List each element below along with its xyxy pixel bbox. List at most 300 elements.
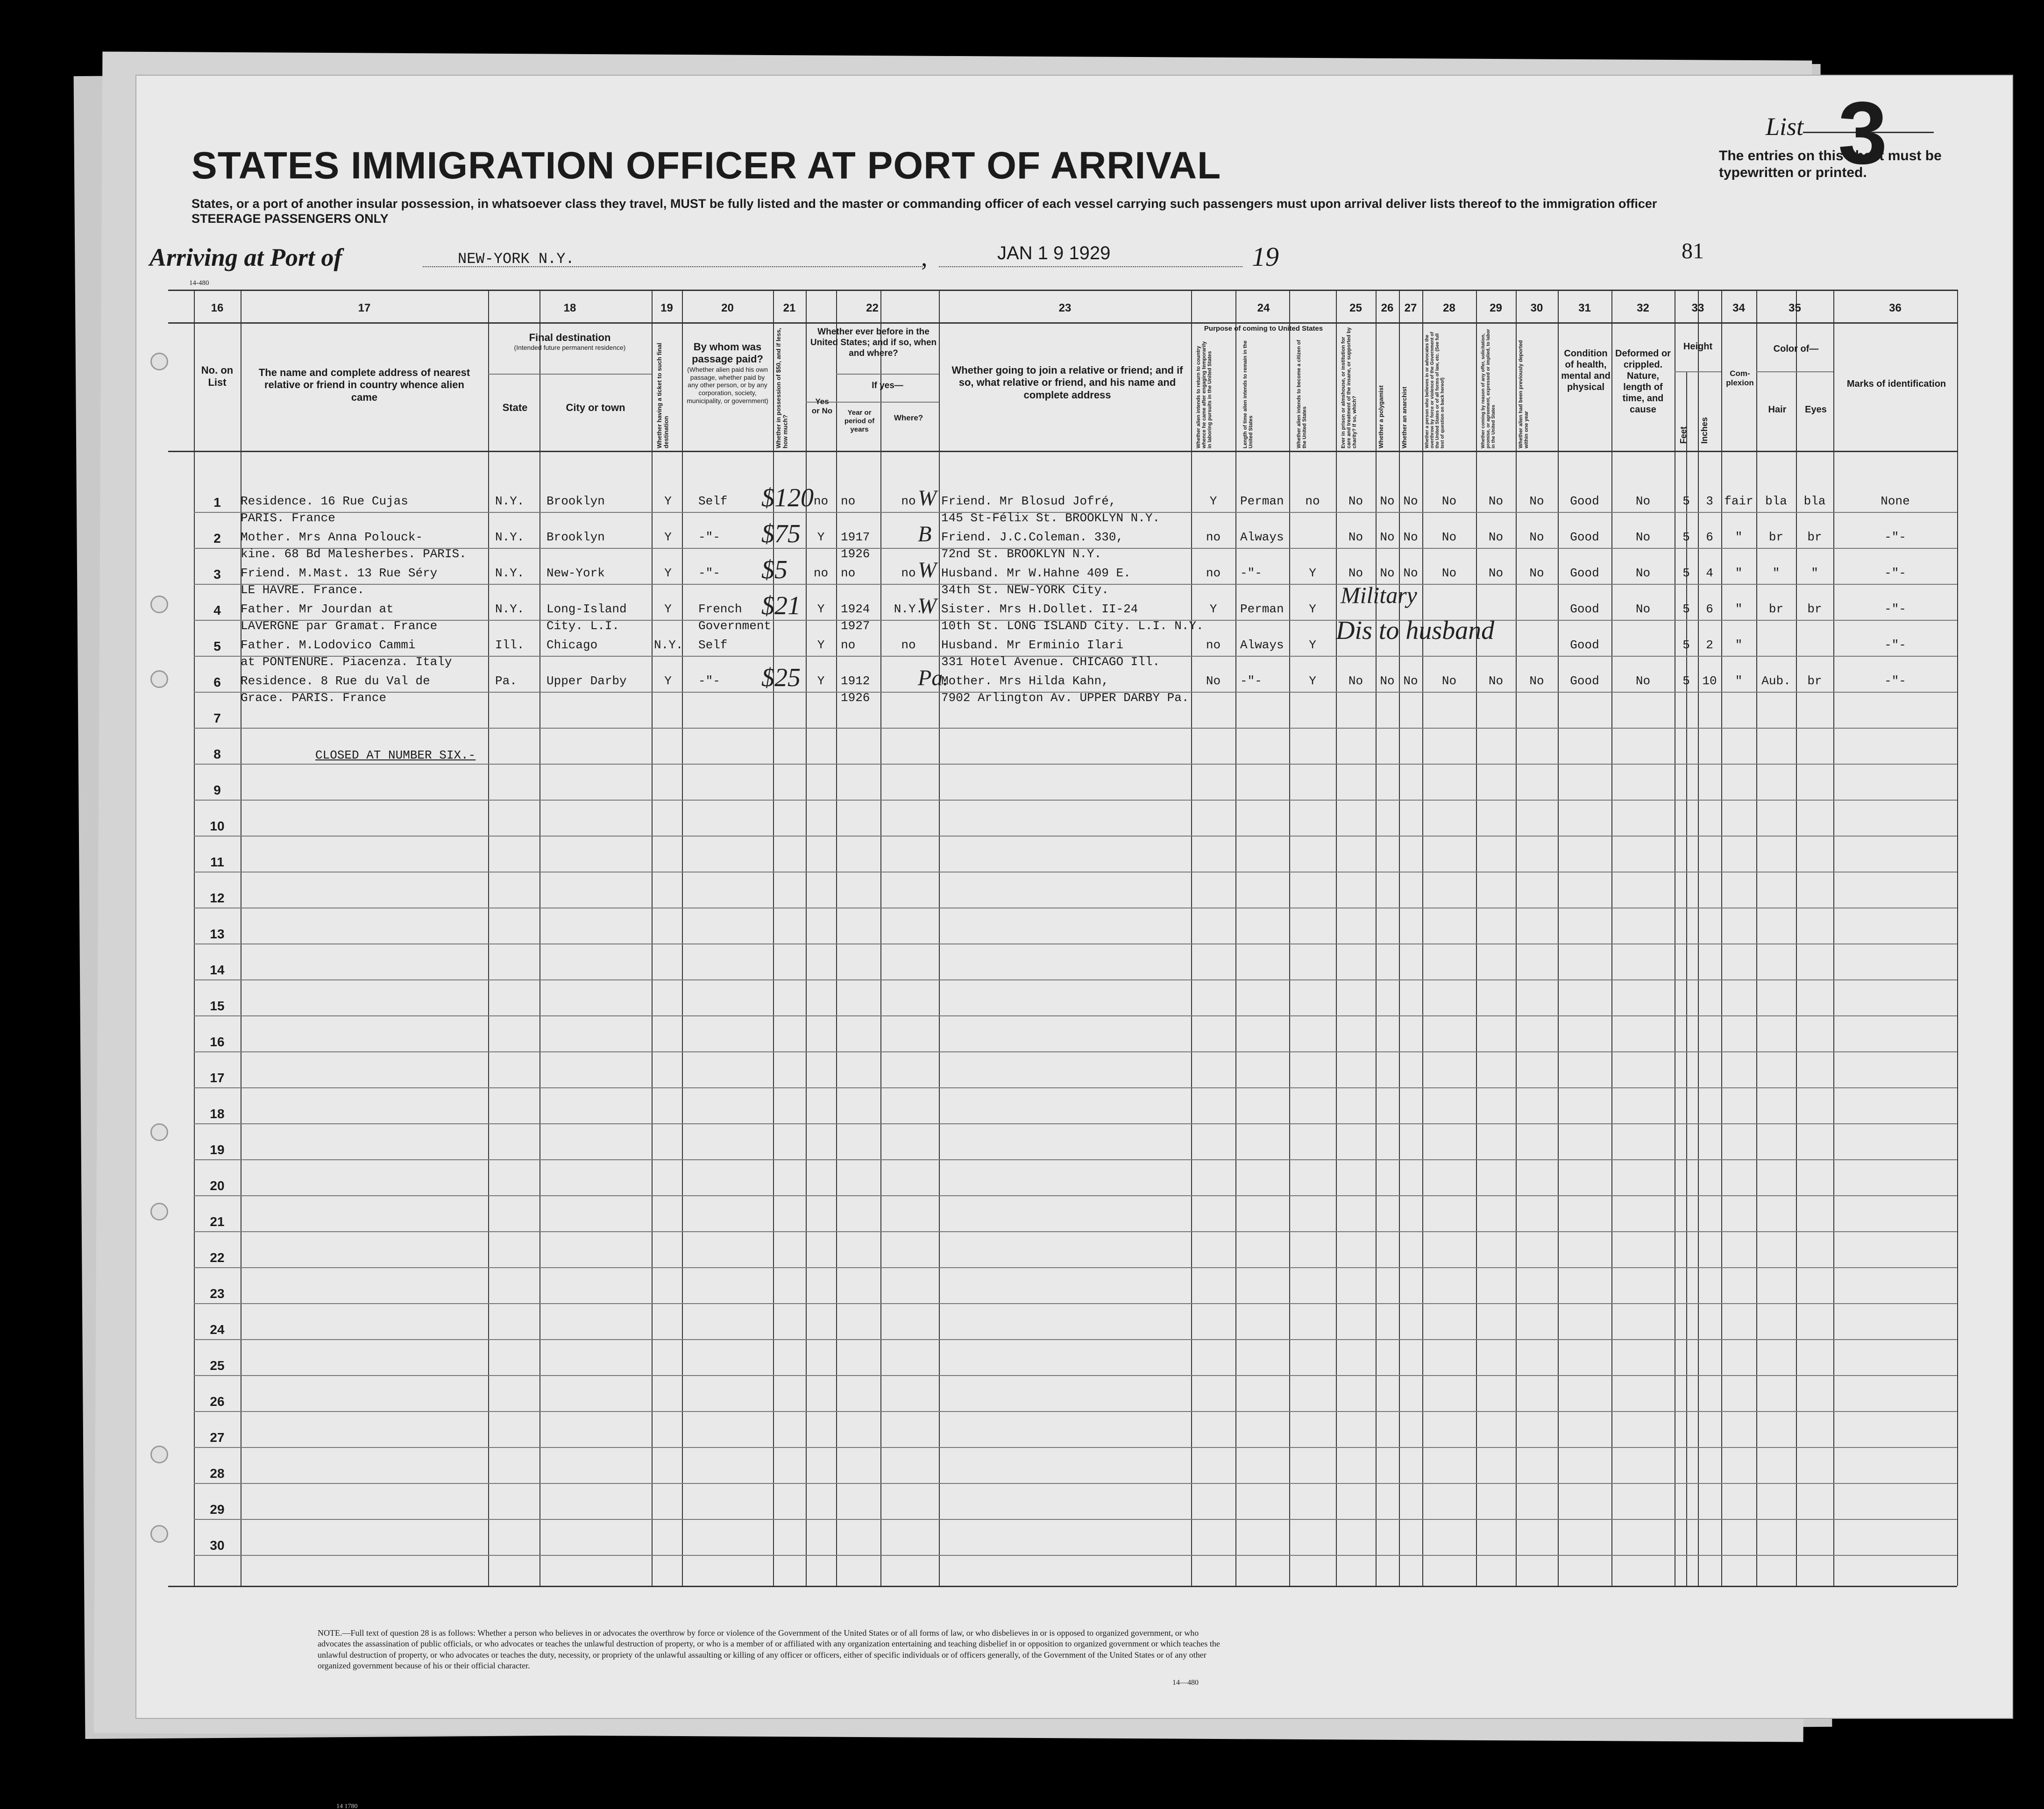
row-number: 7 (213, 711, 221, 725)
cell-inches: 2 (1706, 638, 1713, 652)
handwritten-money: $21 (761, 591, 801, 620)
header-deformed: Deformed or crippled. Nature, length of time, and cause (1615, 348, 1671, 415)
sub-divider (1686, 371, 1687, 1586)
page-title: STATES IMMIGRATION OFFICER AT PORT OF ARRIVAL (192, 144, 1221, 187)
column-divider (1833, 290, 1834, 1586)
table-top-border (168, 290, 1957, 291)
row-line (194, 1555, 1957, 1556)
handwritten-where: W (918, 594, 937, 618)
cell-complexion: " (1735, 530, 1743, 544)
cell-join: 331 Hotel Avenue. CHICAGO Ill. (941, 655, 1160, 669)
punch-hole (150, 353, 168, 370)
cell-city: Long-Island (546, 602, 627, 616)
header-state: State (502, 402, 528, 413)
cell-c26: No (1380, 674, 1395, 688)
cell-c25: No (1348, 674, 1363, 688)
cell-deformed: No (1635, 674, 1651, 688)
header-city: City or town (566, 402, 625, 413)
cell-state: N.Y. (495, 602, 525, 616)
cell-purpose-a: no (1206, 530, 1221, 544)
handwritten-money: $25 (761, 663, 801, 692)
row-number: 19 (210, 1142, 225, 1157)
header-where: Where? (894, 413, 923, 422)
row-number: 22 (210, 1250, 225, 1265)
cell-hair: br (1768, 530, 1784, 544)
cell-eyes: " (1811, 566, 1818, 580)
column-divider (939, 290, 940, 1586)
row-line (194, 1231, 1957, 1232)
header-color-of: Color of— (1773, 344, 1819, 354)
header-subline (836, 374, 939, 375)
row-number: 14 (210, 963, 225, 977)
handwritten-military: Military (1341, 582, 1417, 608)
date-dotted-line (939, 266, 1242, 267)
cell-purpose-a: Y (1209, 602, 1217, 616)
column-divider (1516, 290, 1517, 1586)
header-subline (1675, 371, 1721, 372)
column-divider (1336, 290, 1337, 1586)
row-line (194, 1303, 1957, 1304)
cell-feet: 5 (1682, 530, 1690, 544)
cell-ticket: Y (664, 566, 672, 580)
header-purpose-b: Length of time alien intends to remain in the United States (1242, 340, 1254, 448)
cell-paid: Government (698, 619, 772, 633)
year-prefix: 19 (1252, 241, 1279, 272)
cell-eyes: br (1807, 530, 1822, 544)
cell-city: Brooklyn (546, 530, 605, 544)
column-divider (1558, 290, 1559, 1586)
header-health: Condition of health, mental and physical (1561, 348, 1611, 392)
cell-feet: 5 (1682, 638, 1690, 652)
row-number: 26 (210, 1394, 225, 1409)
cell-paid: -"- (698, 674, 720, 688)
cell-state: N.Y. (495, 494, 525, 508)
row-line (194, 1339, 1957, 1340)
cell-state: Pa. (495, 674, 517, 688)
cell-join: 145 St-Félix St. BROOKLYN N.Y. (941, 511, 1160, 525)
punch-hole (150, 596, 168, 613)
header-ever-before: Whether ever before in the United States; and if so, when and where? (810, 327, 937, 358)
header-name-address: The name and complete address of nearest relative or friend in country whence alien came (258, 367, 470, 403)
row-line (194, 1267, 1957, 1268)
cell-purpose-a: no (1206, 638, 1221, 652)
row-number: 11 (210, 855, 224, 869)
cell-ever: no (813, 494, 829, 508)
column-number: 24 (1257, 302, 1270, 314)
cell-complexion: " (1735, 638, 1743, 652)
cell-join: 72nd St. BROOKLYN N.Y. (941, 547, 1102, 561)
row-line (194, 800, 1957, 801)
cell-state: N.Y. (495, 530, 525, 544)
column-number-border (168, 322, 1957, 324)
column-number: 32 (1637, 302, 1649, 314)
cell-inches: 4 (1706, 566, 1713, 580)
cell-ticket: Y (664, 674, 672, 688)
row-line (194, 1087, 1957, 1088)
header-col25: Ever in prison or almshouse, or institution for care and treatment of the insane, or supported by charity? If so, which? (1341, 327, 1358, 448)
sub-divider (1796, 371, 1797, 1586)
row-number: 9 (213, 783, 221, 797)
column-divider (1191, 290, 1192, 1586)
punch-hole (150, 1525, 168, 1543)
cell-paid: Self (698, 494, 728, 508)
port-value: NEW-YORK N.Y. (458, 250, 575, 268)
cell-join: Mother. Mrs Hilda Kahn, (941, 674, 1109, 688)
row-number: 23 (210, 1286, 225, 1301)
cell-city: City. L.I. (546, 619, 620, 633)
cell-c28: No (1441, 674, 1457, 688)
cell-feet: 5 (1682, 566, 1690, 580)
cell-c25: No (1348, 494, 1363, 508)
row-line (194, 1483, 1957, 1484)
cell-inches: 6 (1706, 530, 1713, 544)
cell-purpose-c: no (1305, 494, 1320, 508)
final-destination-label: Final destination (529, 332, 611, 343)
column-number: 27 (1404, 302, 1417, 314)
header-purpose: Purpose of coming to United States (1204, 325, 1323, 333)
arriving-label: Arriving at Port of (149, 243, 342, 271)
handwritten-where: W (918, 558, 937, 582)
column-divider (539, 290, 540, 1586)
punch-hole (150, 1446, 168, 1463)
cell-health: Good (1570, 638, 1599, 652)
column-divider (1476, 290, 1477, 1586)
column-divider (1611, 290, 1612, 1586)
cell-feet: 5 (1682, 674, 1690, 688)
cell-complexion: " (1735, 566, 1743, 580)
header-eyes: Eyes (1805, 404, 1827, 415)
cell-purpose-b: Always (1240, 530, 1284, 544)
handwritten-where: Pa. (918, 666, 949, 690)
header-ticket: Whether having a ticket to such final destination (656, 342, 670, 448)
cell-c29: No (1488, 674, 1504, 688)
header-polygamist: Whether a polygamist (1377, 385, 1384, 448)
cell-years: 1927 (841, 619, 870, 633)
cell-years: 1912 (841, 674, 870, 688)
cell-purpose-b: Always (1240, 638, 1284, 652)
cell-c26: No (1380, 494, 1395, 508)
cell-address: Father. Mr Jourdan at (241, 602, 394, 616)
cell-ticket: Y (664, 602, 672, 616)
cell-purpose-c: Y (1309, 602, 1316, 616)
column-number: 21 (783, 302, 796, 314)
cell-paid: -"- (698, 566, 720, 580)
cell-marks: -"- (1884, 530, 1906, 544)
handwritten-money: $5 (761, 555, 788, 584)
instructions (192, 196, 1733, 227)
cell-city: Upper Darby (546, 674, 627, 688)
column-divider (1289, 290, 1290, 1586)
column-number: 31 (1578, 302, 1591, 314)
cell-join: Friend. J.C.Coleman. 330, (941, 530, 1124, 544)
cell-purpose-a: No (1206, 674, 1221, 688)
row-line (194, 1375, 1957, 1376)
row-line (194, 1051, 1957, 1052)
row-number: 10 (210, 819, 225, 833)
column-number: 22 (866, 302, 879, 314)
row-number: 17 (210, 1071, 225, 1085)
cell-join: Sister. Mrs H.Dollet. II-24 (941, 602, 1138, 616)
cell-deformed: No (1635, 566, 1651, 580)
column-divider (880, 290, 881, 1586)
date-stamp: JAN 1 9 1929 (997, 243, 1111, 263)
header-no-on-list: No. on List (201, 364, 234, 389)
form-code: 14-480 (189, 279, 209, 287)
list-number: 3 (1838, 84, 1888, 183)
cell-purpose-b: Perman (1240, 602, 1284, 616)
cell-c26: No (1380, 530, 1395, 544)
row-number: 27 (210, 1430, 225, 1445)
column-divider (1376, 290, 1377, 1586)
column-number: 36 (1889, 302, 1902, 314)
cell-c29: No (1488, 566, 1504, 580)
cell-c27: No (1403, 494, 1418, 508)
cell-address: LE HAVRE. France. (241, 583, 365, 597)
by-whom-label: By whom was passage paid? (692, 341, 763, 365)
cell-health: Good (1570, 494, 1599, 508)
cell-eyes: br (1807, 674, 1822, 688)
cell-join: 7902 Arlington Av. UPPER DARBY Pa. (941, 691, 1189, 705)
cell-address: Mother. Mrs Anna Polouck- (241, 530, 423, 544)
cell-complexion: " (1735, 602, 1743, 616)
by-whom-note: (Whether alien paid his own passage, whether paid by any other person, or by any corporation, society, municipality, or government) (687, 365, 768, 404)
header-possession: Whether in possession of $50, and if less, how much? (775, 328, 789, 448)
cell-complexion: fair (1724, 494, 1753, 508)
header-final-destination (490, 332, 649, 352)
row-line (194, 1123, 1957, 1124)
header-complexion: Com-plexion (1726, 369, 1754, 388)
cell-address: PARIS. France (241, 511, 335, 525)
handwritten-money: $120 (761, 483, 814, 512)
cell-purpose-b: -"- (1240, 674, 1262, 688)
cell-state: Ill. (495, 638, 525, 652)
column-divider (1399, 290, 1400, 1586)
instructions-text: States, or a port of another insular possession, in whatsoever class they travel, MUST be fully listed and the master or commanding officer of each vessel carrying such passengers must upon arrival deliver lists thereof to the immigration officer (192, 197, 1657, 211)
header-marks: Marks of identification (1846, 379, 1946, 389)
cell-address: Grace. PARIS. France (241, 691, 387, 705)
row-line (194, 1411, 1957, 1412)
cell-hair: Aub. (1761, 674, 1791, 688)
row-number: 3 (213, 567, 221, 582)
cell-years: no (841, 494, 856, 508)
cell-address: at PONTENURE. Piacenza. Italy (241, 655, 452, 669)
row-number: 16 (210, 1035, 225, 1049)
cell-eyes: bla (1803, 494, 1826, 508)
header-yes-no: Yes or No (811, 397, 833, 416)
column-number: 18 (563, 302, 576, 314)
header-col28: Whether a person who believes in or advocates the overthrow by force or violence of the Government of the United States or of all forms of law, etc. (See full text of question on back hereof) (1425, 332, 1445, 448)
steerage-label: STEERAGE PASSENGERS ONLY (192, 212, 389, 226)
cell-deformed: No (1635, 494, 1651, 508)
row-number: 25 (210, 1358, 225, 1373)
cell-purpose-b: Perman (1240, 494, 1284, 508)
cell-deformed: No (1635, 530, 1651, 544)
column-divider (488, 290, 489, 1586)
cell-ever: Y (817, 638, 825, 652)
row-number: 8 (213, 747, 221, 761)
cell-paid: French (698, 602, 742, 616)
header-hair: Hair (1768, 404, 1787, 415)
handwritten-money: $75 (761, 519, 801, 548)
column-number: 17 (358, 302, 371, 314)
cell-years: 1917 (841, 530, 870, 544)
header-col30: Whether alien had been previously deported within one year (1518, 340, 1530, 448)
cell-where: no (901, 494, 916, 508)
cell-feet: 5 (1682, 494, 1690, 508)
cell-c28: No (1441, 530, 1457, 544)
entries-note: The entries on this sheet must be typewritten or printed. (1719, 148, 1942, 180)
column-number: 23 (1058, 302, 1072, 314)
row-number: 4 (213, 603, 221, 617)
cell-c27: No (1403, 530, 1418, 544)
cell-inches: 10 (1702, 674, 1717, 688)
cell-paid: -"- (698, 530, 720, 544)
row-line (194, 979, 1957, 980)
cell-state: N.Y. (495, 566, 525, 580)
cell-address: LAVERGNE par Gramat. France (241, 619, 438, 633)
cell-hair: bla (1765, 494, 1787, 508)
cell-c30: No (1529, 674, 1544, 688)
cell-join: Friend. Mr Blosud Jofré, (941, 494, 1116, 508)
cell-eyes: br (1807, 602, 1822, 616)
cell-purpose-c: Y (1309, 674, 1316, 688)
column-divider (1235, 290, 1236, 1586)
row-number: 20 (210, 1178, 225, 1193)
column-divider (1957, 290, 1958, 1586)
cell-c28: No (1441, 494, 1457, 508)
row-number: 5 (213, 639, 221, 653)
cell-ever: no (813, 566, 829, 580)
cell-years: 1926 (841, 547, 870, 561)
cell-where: no (901, 566, 916, 580)
header-if-yes: If yes— (872, 381, 903, 390)
row-number: 6 (213, 675, 221, 689)
handwritten-where: W (918, 486, 937, 511)
sub-divider (836, 402, 837, 1586)
cell-years: 1926 (841, 691, 870, 705)
edge-code: 14 1780 (336, 1803, 358, 1809)
row-line (194, 1195, 1957, 1196)
row-number: 1 (213, 495, 221, 510)
sub-divider (539, 374, 540, 451)
cell-ticket: N.Y. (654, 638, 683, 652)
cell-deformed: No (1635, 602, 1651, 616)
cell-health: Good (1570, 530, 1599, 544)
list-label: List (1766, 113, 1804, 141)
row-number: 24 (210, 1322, 225, 1337)
cell-purpose-c: Y (1309, 566, 1316, 580)
cell-c30: No (1529, 566, 1544, 580)
cell-city: Chicago (546, 638, 598, 652)
cell-ever: Y (817, 602, 825, 616)
cell-join: Husband. Mr W.Hahne 409 E. (941, 566, 1131, 580)
column-number: 26 (1381, 302, 1394, 314)
table-bottom-border (168, 1586, 1957, 1587)
footer-code: 14—480 (1172, 1679, 1199, 1687)
cell-hair: " (1772, 566, 1780, 580)
column-divider (1698, 290, 1699, 1586)
row-line (194, 1159, 1957, 1160)
cell-inches: 3 (1706, 494, 1713, 508)
footer-note: NOTE.—Full text of question 28 is as follows: Whether a person who believes in or advocates the overthrow by force or violence of the Government of the United States or of all forms of law, or who disbelieves in or is opposed to organized government, or who advocates the assassination of public officials, or who advocates or teaches the unlawful destruction of property, or who is a member of or affiliated with any organization entertaining and teaching disbelief in or opposition to organized government or which teaches the unlawful destruction of property, or who advocates or teaches the duty, necessity, or propriety of the unlawful assaulting or killing of any officer or officers, either of specific individuals or of officers generally, of the Government of the United States or of any other organized government because of his or their official character. (318, 1628, 1220, 1671)
cell-marks: -"- (1884, 602, 1906, 616)
row-number: 12 (210, 891, 225, 905)
column-number: 35 (1788, 302, 1801, 314)
header-year-period: Year or period of years (844, 409, 875, 433)
cell-marks: -"- (1884, 566, 1906, 580)
cell-paid: Self (698, 638, 728, 652)
cell-purpose-a: Y (1209, 494, 1217, 508)
column-number: 30 (1530, 302, 1543, 314)
cell-address: kine. 68 Bd Malesherbes. PARIS. (241, 547, 467, 561)
cell-health: Good (1570, 674, 1599, 688)
header-feet: Feet (1679, 426, 1688, 444)
cell-marks: -"- (1884, 674, 1906, 688)
cell-c27: No (1403, 566, 1418, 580)
header-inches: Inches (1700, 417, 1709, 444)
cell-purpose-b: -"- (1240, 566, 1262, 580)
header-col29: Whether coming by reason of any offer, solicitation, promise, or agreement, expressed or implied, to labor in the United States (1481, 329, 1496, 448)
row-number: 21 (210, 1214, 225, 1229)
comma: , (921, 243, 928, 271)
row-line (194, 1015, 1957, 1016)
cell-ticket: Y (664, 494, 672, 508)
cell-address: Father. M.Lodovico Cammi (241, 638, 416, 652)
row-number: 29 (210, 1502, 225, 1517)
punch-hole (150, 1203, 168, 1220)
cell-purpose-c: Y (1309, 638, 1316, 652)
cell-hair: br (1768, 602, 1784, 616)
cell-where: no (901, 638, 916, 652)
column-divider (1422, 290, 1423, 1586)
cell-years: no (841, 638, 856, 652)
column-divider (652, 290, 653, 1586)
column-number: 34 (1732, 302, 1745, 314)
cell-feet: 5 (1682, 602, 1690, 616)
cell-inches: 6 (1706, 602, 1713, 616)
cell-c30: No (1529, 530, 1544, 544)
handwritten-dis-to-husband: Dis to husband (1336, 616, 1495, 645)
cell-join: 34th St. NEW-YORK City. (941, 583, 1109, 597)
column-divider (1756, 290, 1757, 1586)
punch-hole (150, 670, 168, 688)
final-destination-note: (Intended future permanent residence) (514, 344, 626, 352)
cell-c28: No (1441, 566, 1457, 580)
row-line (194, 872, 1957, 873)
column-number: 16 (211, 302, 224, 314)
cell-ticket: Y (664, 530, 672, 544)
column-number: 33 (1691, 302, 1704, 314)
cell-c25: No (1348, 530, 1363, 544)
cell-address: Friend. M.Mast. 13 Rue Séry (241, 566, 438, 580)
cell-c30: No (1529, 494, 1544, 508)
cell-complexion: " (1735, 674, 1743, 688)
closed-note: CLOSED AT NUMBER SIX.- (315, 748, 476, 762)
cell-where: N.Y. (894, 602, 923, 616)
row-number: 18 (210, 1107, 225, 1121)
row-line (194, 836, 1957, 837)
cell-address: Residence. 16 Rue Cujas (241, 494, 408, 508)
cell-ever: Y (817, 530, 825, 544)
header-purpose-a: Whether alien intends to return to country whence he came after engaging temporarily in laboring pursuits in the United States (1196, 341, 1213, 448)
header-by-whom (684, 341, 771, 405)
column-divider (1721, 290, 1722, 1586)
cell-health: Good (1570, 602, 1599, 616)
header-height: Height (1683, 341, 1713, 352)
header-join-relative: Whether going to join a relative or friend; and if so, what relative or friend, and his name and complete address (951, 364, 1183, 401)
column-number: 25 (1349, 302, 1362, 314)
row-line (194, 728, 1957, 729)
